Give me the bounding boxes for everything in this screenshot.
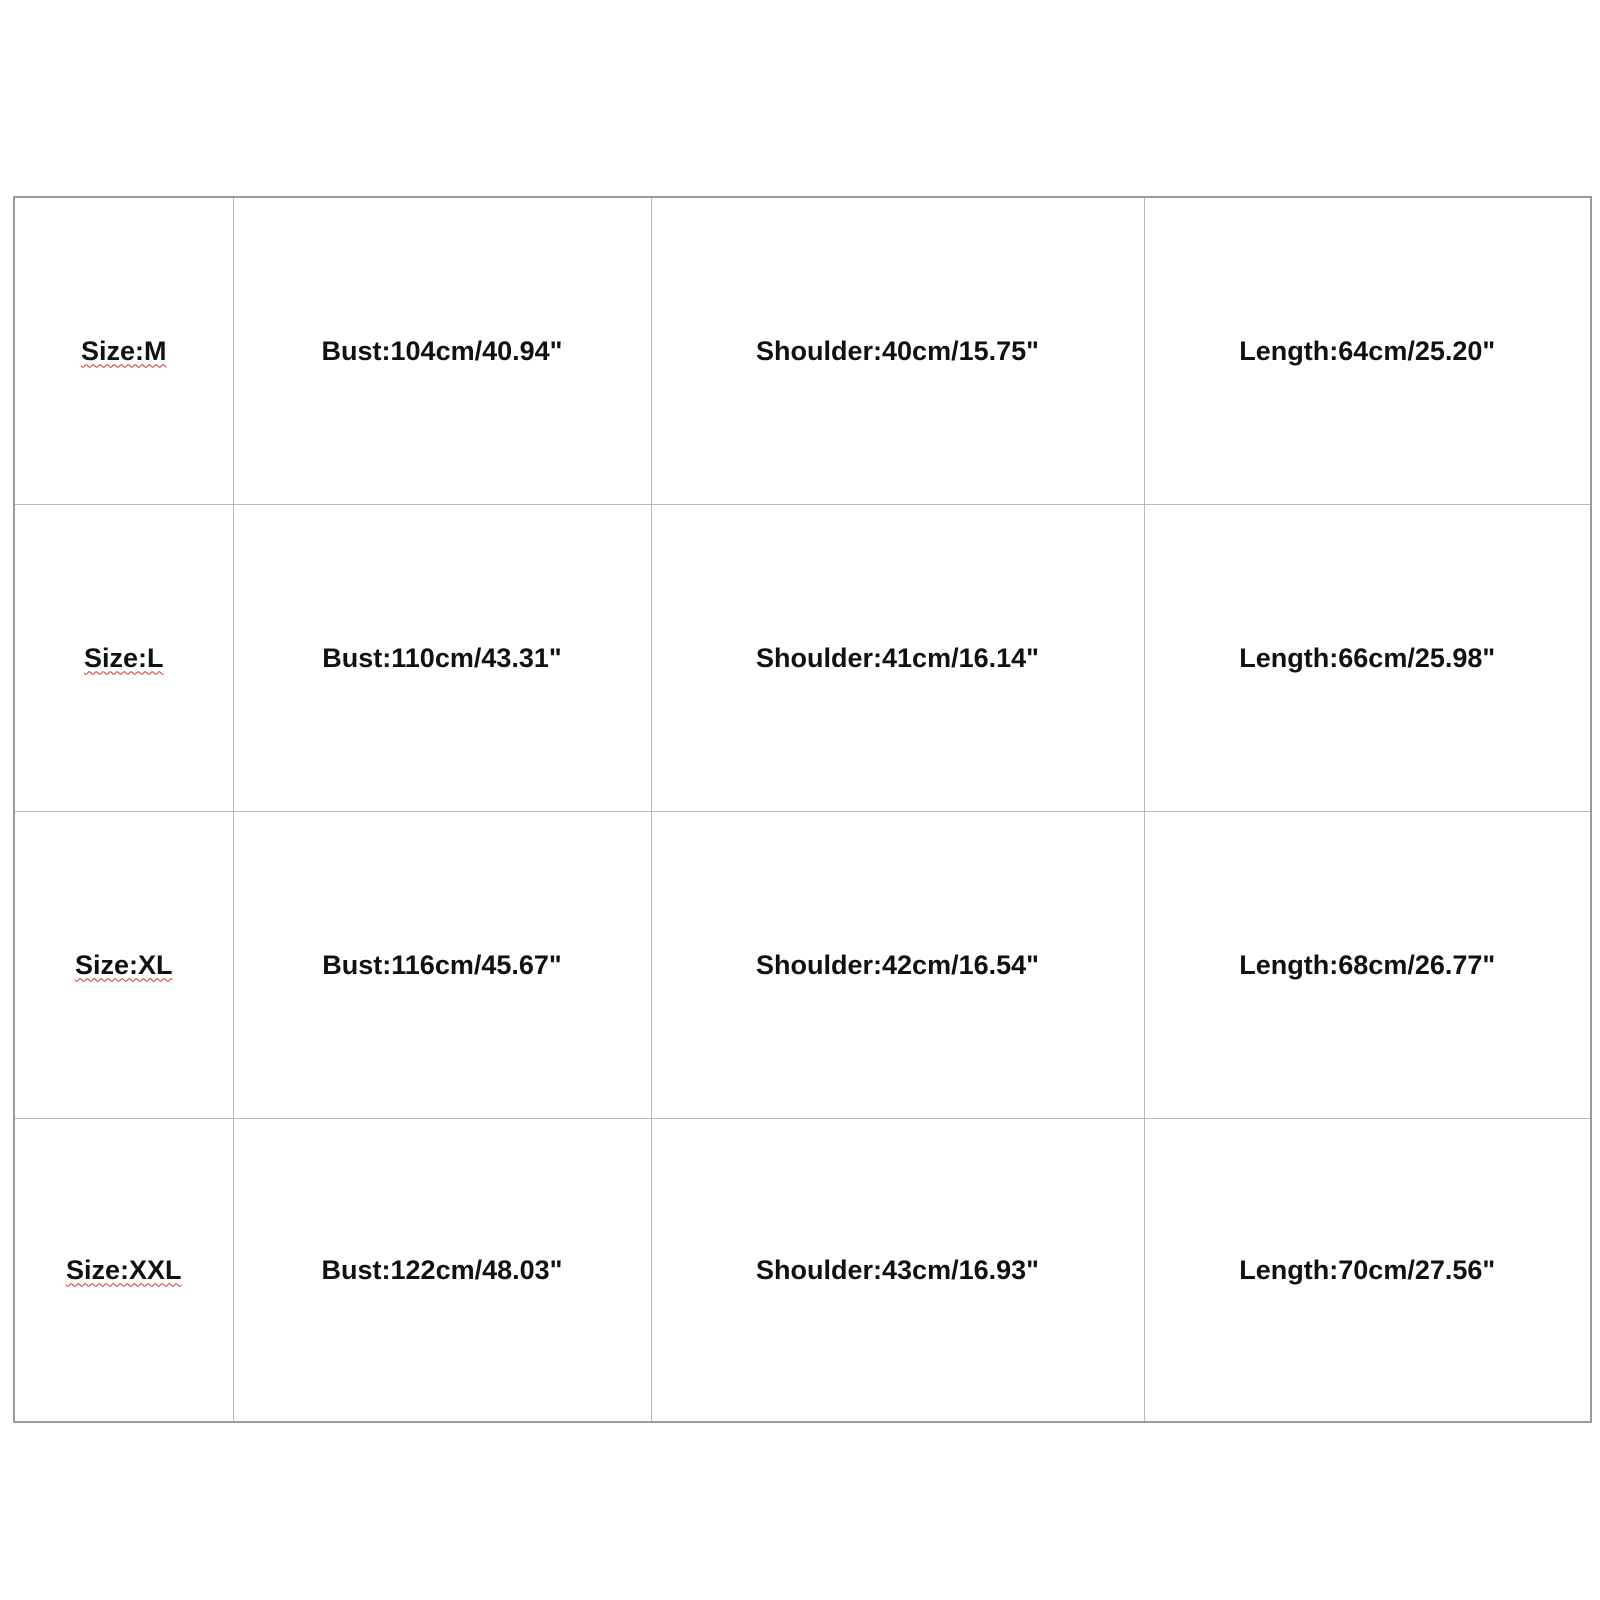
shoulder-cell: Shoulder:43cm/16.93" [651, 1119, 1144, 1423]
bust-cell: Bust:122cm/48.03" [233, 1119, 651, 1423]
shoulder-cell: Shoulder:41cm/16.14" [651, 505, 1144, 812]
length-cell: Length:64cm/25.20" [1144, 197, 1591, 505]
size-label: Size:L [83, 642, 164, 673]
size-cell [14, 812, 233, 1119]
size-label: Size:XL [74, 949, 173, 980]
size-cell [14, 1119, 233, 1423]
size-label: Size:XXL [65, 1254, 182, 1285]
shoulder-cell: Shoulder:42cm/16.54" [651, 812, 1144, 1119]
table-row [14, 812, 1591, 1119]
length-cell: Length:70cm/27.56" [1144, 1119, 1591, 1423]
length-cell: Length:66cm/25.98" [1144, 505, 1591, 812]
bust-cell: Bust:116cm/45.67" [233, 812, 651, 1119]
shoulder-cell: Shoulder:40cm/15.75" [651, 197, 1144, 505]
table-row [14, 1119, 1591, 1423]
size-label: Size:M [80, 335, 167, 366]
length-cell: Length:68cm/26.77" [1144, 812, 1591, 1119]
size-chart-table [13, 196, 1592, 1423]
table-row [14, 505, 1591, 812]
size-cell [14, 505, 233, 812]
bust-cell: Bust:110cm/43.31" [233, 505, 651, 812]
size-cell [14, 197, 233, 505]
table-row [14, 197, 1591, 505]
bust-cell: Bust:104cm/40.94" [233, 197, 651, 505]
